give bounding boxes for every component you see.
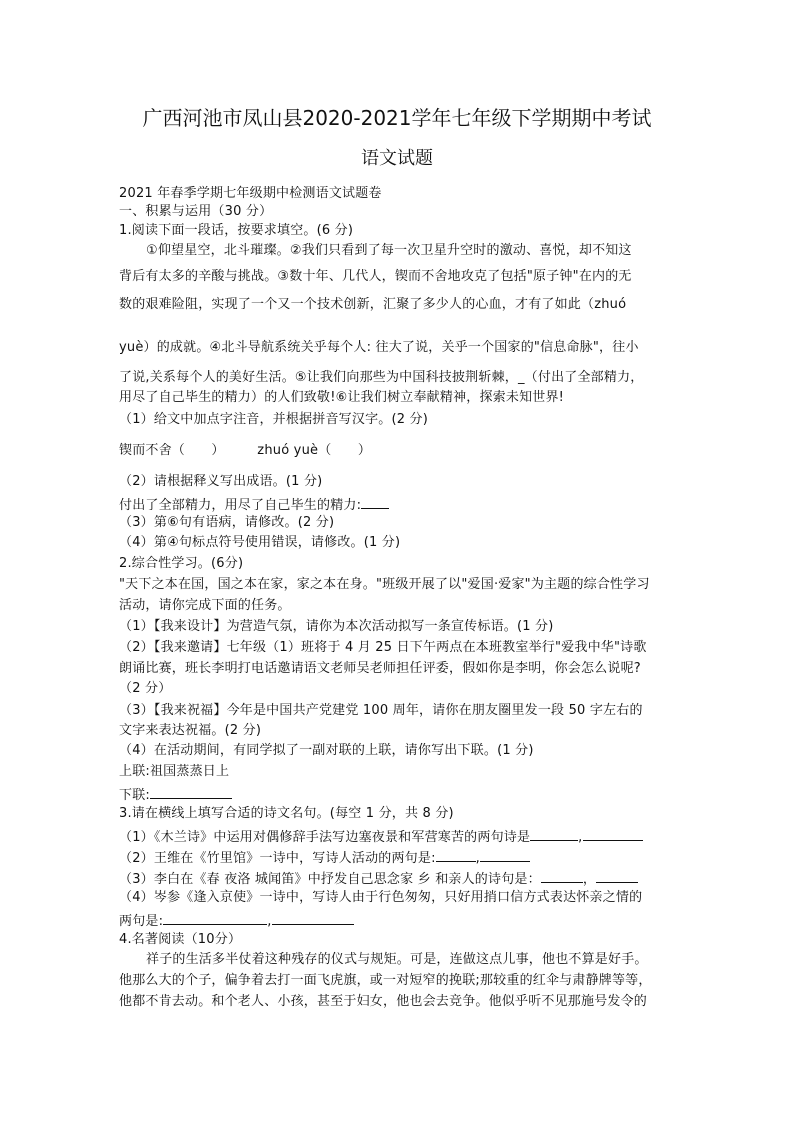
answer-blank[interactable] [596,868,638,883]
answer-item: zhuó yuè（ ） [257,443,372,458]
question-2-heading: 2.综合性学习。(6分) [119,556,244,571]
definition-line [119,494,389,515]
question-3-2: （2）王维在《竹里馆》一诗中，写诗人活动的两句是: , [119,847,530,868]
question-4-heading: 4.名著阅读（10分） [119,932,242,947]
question-2-1: （1）【我来设计】为营造气氛，请你为本次活动拟写一条宣传标语。(1 分) [119,619,554,634]
question-1-1: （1）给文中加点字注音，并根据拼音写汉字。(2 分) [119,412,429,427]
question-3-4: （4）岑参《逢入京使》一诗中，写诗人由于行色匆匆，只好用捎口信方式表达怀亲之情的 [119,890,643,905]
answer-blank[interactable] [480,847,530,862]
question-3-1: （1）《木兰诗》中运用对偶修辞手法写边塞夜景和军营寒苦的两句诗是 , [119,826,643,847]
question-text: （3）李白在《春 夜洛 城闻笛》中抒发自己思念家 乡 和亲人的诗句是： [119,872,541,887]
answer-blank[interactable] [272,910,354,925]
question-1-2: （2）请根据释义写出成语。(1 分) [119,474,323,489]
answer-blank[interactable] [541,868,583,883]
answer-blank[interactable] [361,494,389,509]
answer-blank[interactable] [583,826,643,841]
passage-line: ①仰望星空，北斗璀璨。②我们只看到了每一次卫星升空时的激动、喜悦，却不知这 [146,243,632,258]
couplet-first-line: 上联:祖国蒸蒸日上 [119,764,230,779]
question-2-4: （4）在活动期间，有同学拟了一副对联的上联，请你写出下联。(1 分) [119,743,534,758]
definition-text: 付出了全部精力，用尽了自己毕生的精力: [119,498,362,513]
passage-line: 了说,关系每个人的美好生活。⑤让我们向那些为中国科技披荆斩棘，_（付出了全部精力， [119,370,644,385]
question-3-4: 两句是: , [119,910,354,931]
reading-passage-line: 他都不肯去动。和个老人、小孩，甚至于妇女，他也会去竞争。他似乎听不见那施号发令的 [119,994,648,1009]
answer-blank[interactable] [530,826,578,841]
question-2-3: （3）【我来祝福】今年是中国共产党建党 100 周年，请你在朋友圈里发一段 50 字左右的 [119,703,643,718]
passage-line: 背后有太多的辛酸与挑战。③数十年、几代人，锲而不舍地攻克了包括"原子钟"在内的无 [119,269,632,284]
answer-blank[interactable] [163,910,267,925]
exam-name: 2021 年春季学期七年级期中检测语文试题卷 [119,186,382,201]
question-2-2: （2）【我来邀请】七年级（1）班将于 4 月 25 日下午两点在本班教室举行"爱我中华"诗歌 [119,640,647,655]
question-text: （2）王维在《竹里馆》一诗中，写诗人活动的两句是: [119,851,436,866]
section-heading: 一、积累与运用（30 分） [119,204,273,219]
document-title: 广西河池市凤山县2020-2021学年七年级下学期期中考试 [142,106,652,130]
question-2-intro: "天下之本在国，国之本在家，家之本在身。"班级开展了以"爱国·爱家"为主题的综合性学习 [119,577,650,592]
question-2-2: （2 分） [119,681,172,696]
question-1-3: （3）第⑥句有语病，请修改。(2 分) [119,515,335,530]
question-text: （1）《木兰诗》中运用对偶修辞手法写边塞夜景和军营寒苦的两句诗是 [119,830,531,845]
answer-blank[interactable] [436,847,476,862]
question-2-2: 朗诵比赛，班长李明打电话邀请语文老师吴老师担任评委，假如你是李明，你会怎么说呢? [119,661,641,676]
answer-line [119,442,371,460]
answer-blank[interactable] [150,784,232,799]
couplet-second-line [119,784,232,805]
reading-passage-line: 祥子的生活多半仗着这种残存的仪式与规矩。可是，连做这点儿事，他也不算是好手。 [146,952,648,967]
passage-line: 用尽了自己毕生的精力）的人们致敬!⑥让我们树立奉献精神，探索未知世界! [119,390,565,405]
answer-item: 锲而不舍（ ） [119,443,225,458]
question-text: 两句是: [119,914,164,929]
question-1-heading: 1.阅读下面一段话，按要求填空。(6 分) [119,223,354,238]
question-2-intro: 活动，请你完成下面的任务。 [119,598,291,613]
passage-line: yuè）的成就。④北斗导航系统关乎每个人: 往大了说，关乎一个国家的"信息命脉"，往小 [119,340,639,355]
couplet-label: 下联: [119,788,150,803]
document-subtitle: 语文试题 [361,148,433,169]
question-3-3: （3）李白在《春 夜洛 城闻笛》中抒发自己思念家 乡 和亲人的诗句是： ， [119,868,638,889]
question-3-heading: 3.请在横线上填写合适的诗文名句。(每空 1 分，共 8 分) [119,806,454,821]
question-2-3: 文字来表达祝福。(2 分) [119,723,262,738]
question-1-4: （4）第④句标点符号使用错误，请修改。(1 分) [119,535,401,550]
passage-line: 数的艰难险阻，实现了一个又一个技术创新，汇聚了多少人的心血，才有了如此（zhuó [119,297,627,312]
reading-passage-line: 他那么大的个子，偏争着去打一面飞虎旗，或一对短窄的挽联;那较重的红伞与肃静牌等等， [119,973,652,988]
